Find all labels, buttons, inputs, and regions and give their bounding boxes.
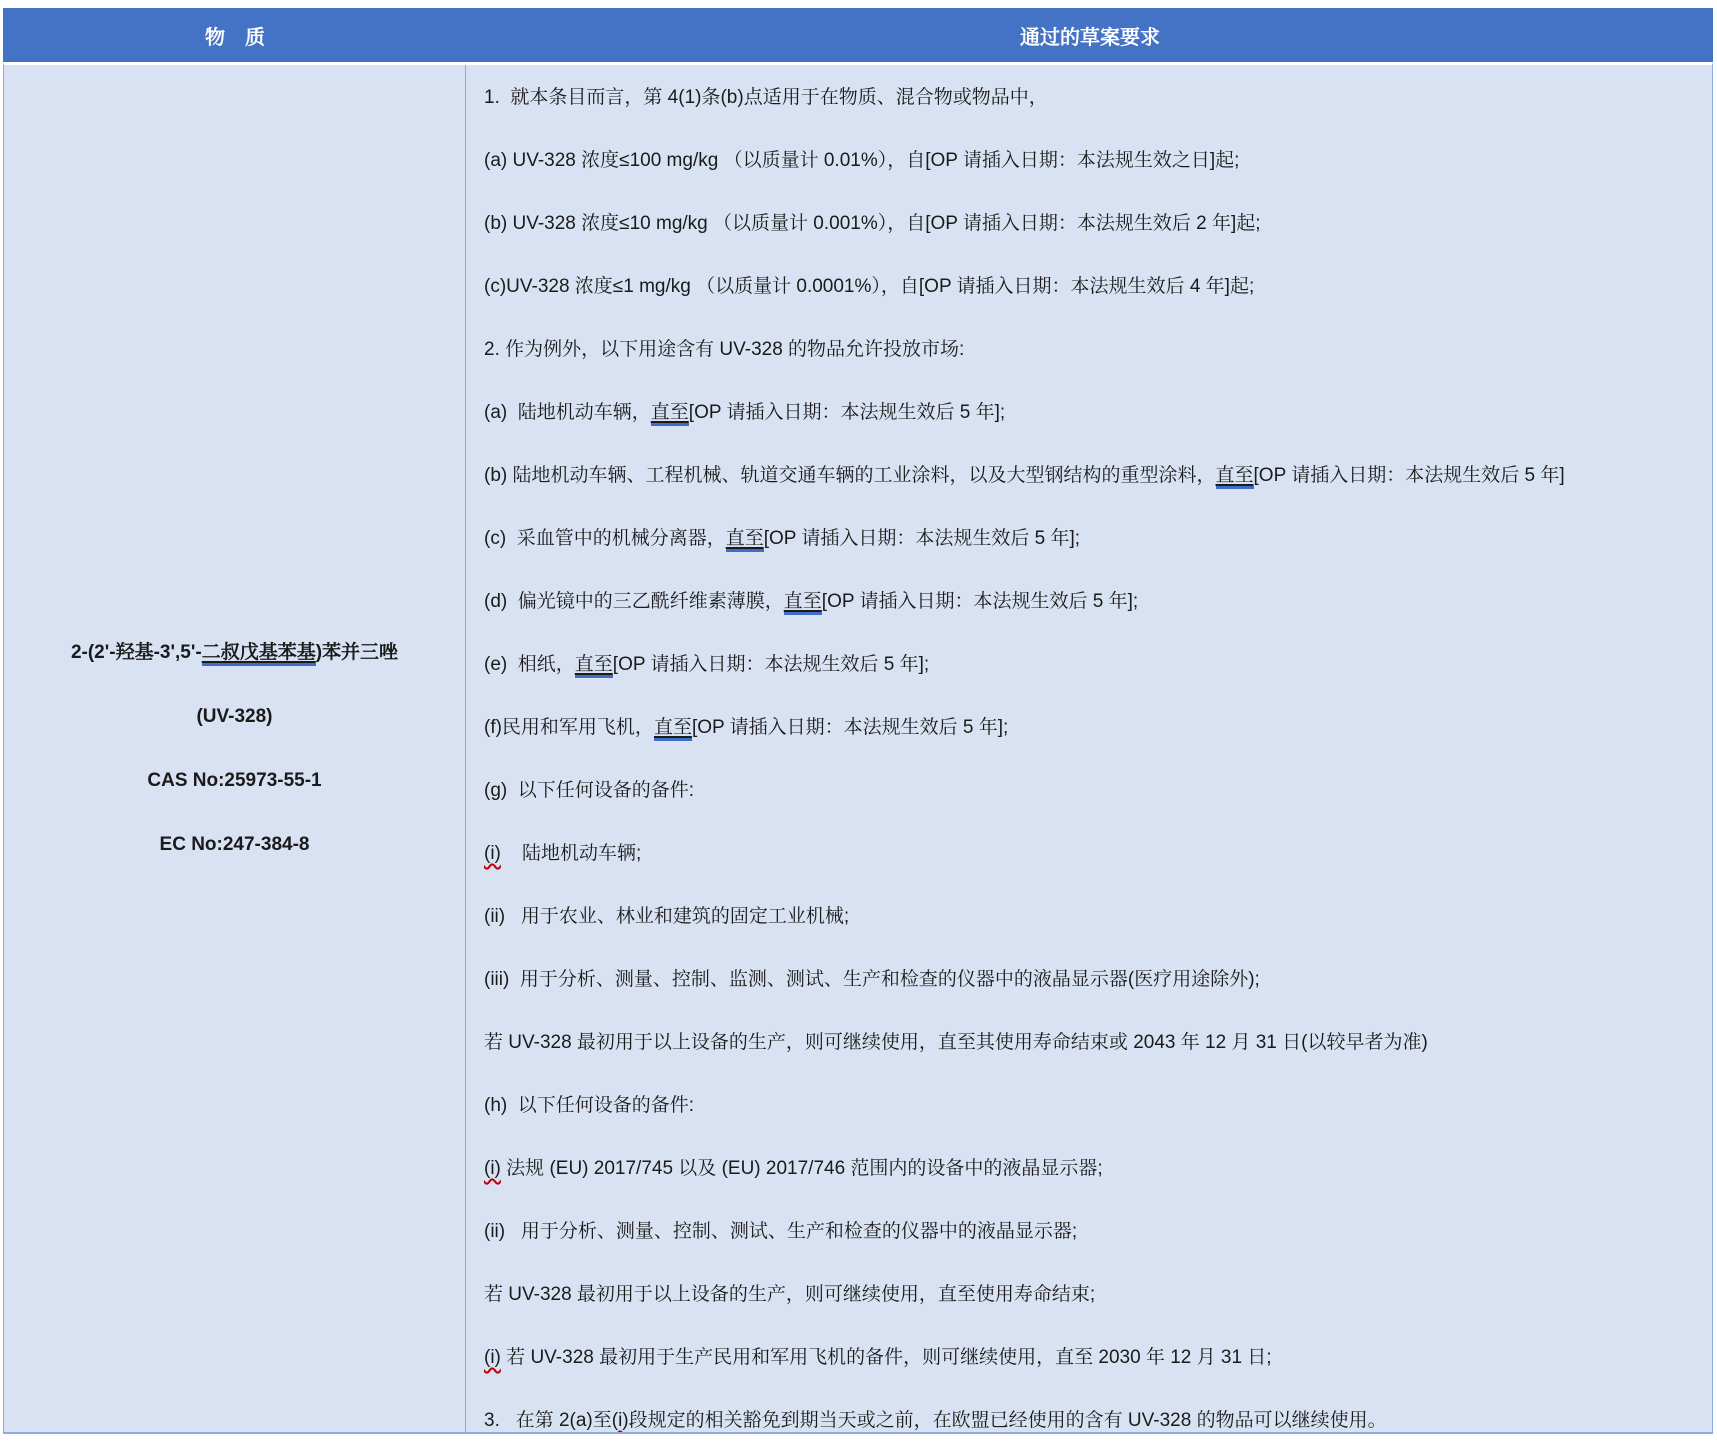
substance-cas-number: CAS No:25973-55-1: [147, 769, 322, 791]
requirement-text: 陆地机动车辆;: [500, 843, 642, 864]
requirement-text: (b) 陆地机动车辆、工程机械、轨道交通车辆的工业涂料，以及大型钢结构的重型涂料，: [484, 465, 1216, 486]
requirement-paragraph: [484, 211, 1692, 237]
substance-ec-number: EC No:247-384-8: [159, 833, 310, 855]
spellcheck-flagged-text: (i): [484, 1347, 501, 1368]
requirement-paragraph: [484, 337, 1692, 363]
requirement-text: (b) UV-328 浓度≤10 mg/kg （以质量计 0.001%），自[OP 请插入日期：本法规生效后 2 年]起;: [484, 213, 1261, 234]
requirement-text: (a) 陆地机动车辆，: [484, 402, 651, 423]
requirement-text: 若 UV-328 最初用于以上设备的生产，则可继续使用，直至其使用寿命结束或 2043 年 12 月 31 日(以较早者为准): [484, 1032, 1428, 1053]
requirement-paragraph: [484, 841, 1692, 867]
header-substance-column: 物 质: [205, 26, 265, 49]
header-draft-requirements-column: 通过的草案要求: [1020, 26, 1160, 49]
spellcheck-flagged-text: (i): [611, 1410, 629, 1431]
requirement-text: (g) 以下任何设备的备件:: [484, 780, 695, 801]
requirement-paragraph: [484, 1030, 1692, 1056]
requirement-text: [OP 请插入日期：本法规生效后 5 年];: [763, 528, 1081, 549]
requirement-text: 1. 就本条目而言，第 4(1)条(b)点适用于在物质、混合物或物品中，: [484, 87, 1048, 108]
spellcheck-flagged-text: (i): [484, 1158, 501, 1179]
requirement-paragraph: [484, 1282, 1692, 1308]
substance-name: [71, 640, 398, 666]
substance-requirements-table: [3, 8, 1713, 1434]
requirement-paragraph: [484, 904, 1692, 930]
requirement-text: (f)民用和军用飞机，: [484, 717, 654, 738]
requirement-paragraph: [484, 85, 1692, 111]
requirement-paragraph: [484, 526, 1692, 552]
inserted-text: 直至: [725, 528, 764, 549]
inserted-text: 直至: [650, 402, 689, 423]
substance-name-prefix: 2-(2'-羟基-3',5'-: [70, 641, 202, 663]
requirement-text: (d) 偏光镜中的三乙酰纤维素薄膜，: [484, 591, 784, 612]
inserted-text: 直至: [653, 717, 692, 738]
requirement-text: (ii) 用于农业、林业和建筑的固定工业机械;: [484, 906, 850, 927]
requirements-cell: [466, 65, 1712, 1432]
table-header-row: [3, 8, 1713, 62]
substance-alias: (UV-328): [196, 705, 273, 727]
requirement-paragraph: [484, 1156, 1692, 1182]
requirement-paragraph: [484, 274, 1692, 300]
requirement-text: [OP 请插入日期：本法规生效后 5 年];: [691, 717, 1009, 738]
requirement-text: (h) 以下任何设备的备件:: [484, 1095, 695, 1116]
requirement-paragraph: [484, 1408, 1692, 1432]
requirement-text: 若 UV-328 最初用于以上设备的生产，则可继续使用，直至使用寿命结束;: [484, 1284, 1096, 1305]
requirement-text: [OP 请插入日期：本法规生效后 5 年]: [1253, 465, 1565, 486]
requirement-text: [OP 请插入日期：本法规生效后 5 年];: [821, 591, 1139, 612]
requirement-paragraph: [484, 400, 1692, 426]
requirement-text: 若 UV-328 最初用于生产民用和军用飞机的备件，则可继续使用，直至 2030 年 12 月 31 日;: [500, 1347, 1272, 1368]
inserted-text: 直至: [1215, 465, 1254, 486]
substance-cell: [4, 65, 466, 1432]
requirement-text: (iii) 用于分析、测量、控制、监测、测试、生产和检查的仪器中的液晶显示器(医疗用途除外);: [484, 969, 1260, 990]
requirement-text: [OP 请插入日期：本法规生效后 5 年];: [688, 402, 1006, 423]
requirement-text: 法规 (EU) 2017/745 以及 (EU) 2017/746 范围内的设备中的液晶显示器;: [500, 1158, 1103, 1179]
requirement-paragraph: [484, 652, 1692, 678]
requirement-text: (ii) 用于分析、测量、控制、测试、生产和检查的仪器中的液晶显示器;: [484, 1221, 1078, 1242]
requirement-text: 段规定的相关豁免到期当天或之前，在欧盟已经使用的含有 UV-328 的物品可以继续使用。: [628, 1410, 1387, 1431]
requirement-text: 2. 作为例外，以下用途含有 UV-328 的物品允许投放市场:: [484, 339, 965, 360]
requirement-text: [OP 请插入日期：本法规生效后 5 年];: [612, 654, 930, 675]
requirement-text: (c)UV-328 浓度≤1 mg/kg （以质量计 0.0001%），自[OP 请插入日期：本法规生效后 4 年]起;: [484, 276, 1255, 297]
table-body-row: [3, 62, 1713, 1434]
substance-name-suffix: )苯并三唑: [315, 641, 399, 663]
inserted-text: 直至: [574, 654, 613, 675]
requirement-text: (a) UV-328 浓度≤100 mg/kg （以质量计 0.01%），自[OP 请插入日期：本法规生效之日]起;: [484, 150, 1240, 171]
requirement-paragraph: [484, 463, 1692, 489]
requirement-paragraph: [484, 778, 1692, 804]
requirement-text: (c) 采血管中的机械分离器，: [484, 528, 726, 549]
substance-name-underlined-part: 二叔戊基苯基: [201, 641, 316, 663]
requirement-paragraph: [484, 1345, 1692, 1371]
requirement-text: (e) 相纸，: [484, 654, 575, 675]
spellcheck-flagged-text: (i): [484, 843, 501, 864]
requirement-text: 3. 在第 2(a)至: [484, 1410, 612, 1431]
requirement-paragraph: [484, 589, 1692, 615]
requirement-paragraph: [484, 1219, 1692, 1245]
requirement-paragraph: [484, 148, 1692, 174]
requirement-paragraph: [484, 715, 1692, 741]
inserted-text: 直至: [783, 591, 822, 612]
requirement-paragraph: [484, 967, 1692, 993]
requirement-paragraph: [484, 1093, 1692, 1119]
